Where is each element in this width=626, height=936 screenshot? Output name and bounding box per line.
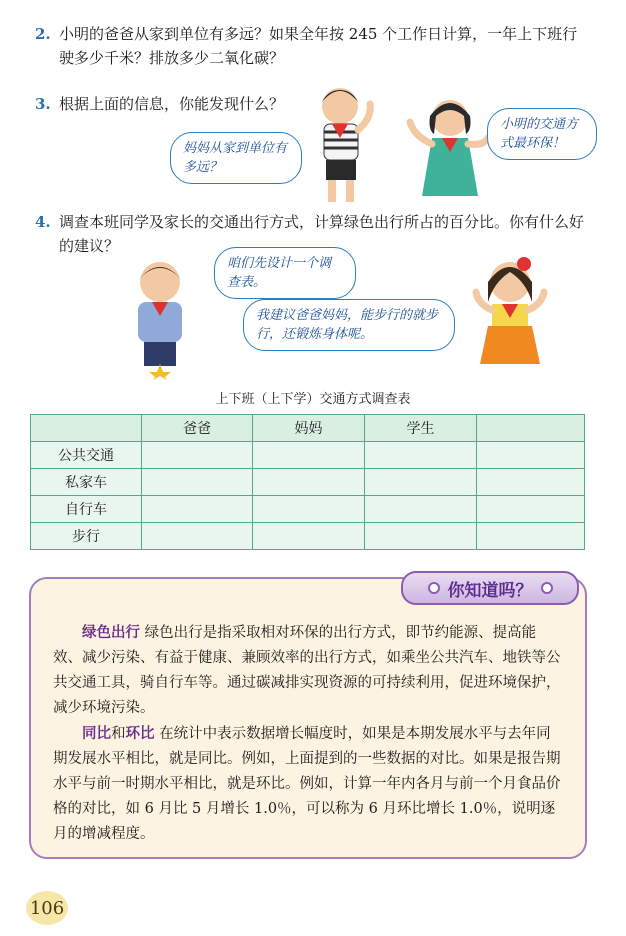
speech-bubble-suggestion: 我建议爸爸妈妈，能步行的就步行，还锻炼身体呢。 xyxy=(243,299,455,351)
page-number: 106 xyxy=(26,891,68,925)
row-label: 私家车 xyxy=(31,469,142,496)
table-cell xyxy=(477,469,585,496)
table-cell xyxy=(253,442,365,469)
header-cell: 爸爸 xyxy=(142,415,253,442)
header-cell: 妈妈 xyxy=(253,415,365,442)
row-label: 公共交通 xyxy=(31,442,142,469)
circle-icon xyxy=(428,582,440,594)
table-cell xyxy=(365,496,477,523)
did-you-know-box xyxy=(29,577,587,859)
table-cell xyxy=(477,523,585,550)
speech-bubble-distance: 妈妈从家到单位有多远？ xyxy=(170,132,302,184)
speech-bubble-eco: 小明的交通方式最环保！ xyxy=(487,108,597,160)
header-cell: 学生 xyxy=(365,415,477,442)
term-year-on-year: 同比 xyxy=(82,726,111,742)
table-cell xyxy=(365,442,477,469)
term-month-on-month: 环比 xyxy=(125,726,155,742)
header-cell xyxy=(477,415,585,442)
table-cell xyxy=(142,496,253,523)
paragraph-text: 绿色出行是指采取相对环保的出行方式，即节约能源、提高能效、减少污染、有益于健康、兼顾效率的出行方式，如乘坐公共汽车、地铁等公共交通工具，骑自行车等。通过碳减排实现资源的可持续利用，促进环境保护，减少环境污染。 xyxy=(53,625,561,716)
circle-icon xyxy=(541,582,553,594)
row-label: 步行 xyxy=(31,523,142,550)
table-cell xyxy=(477,442,585,469)
table-caption: 上下班（上下学）交通方式调查表 xyxy=(215,392,411,407)
question-text: 根据上面的信息，你能发现什么？ xyxy=(59,95,285,113)
table-row xyxy=(31,523,585,550)
survey-table xyxy=(30,414,585,550)
did-you-know-tag xyxy=(401,571,579,605)
table-cell xyxy=(142,442,253,469)
table-cell xyxy=(253,523,365,550)
green-travel-paragraph xyxy=(53,621,565,721)
question-text: 小明的爸爸从家到单位有多远？如果全年按 245 个工作日计算，一年上下班行驶多少千米？排放多少二氧化碳？ xyxy=(59,25,578,67)
question-number: 3. xyxy=(35,95,51,113)
question-4 xyxy=(35,210,585,255)
table-cell xyxy=(365,469,477,496)
table-cell xyxy=(477,496,585,523)
boy-illustration xyxy=(300,78,390,206)
question-text: 调查本班同学及家长的交通出行方式，计算绿色出行所占的百分比。你有什么好的建议？ xyxy=(59,213,585,255)
header-cell xyxy=(31,415,142,442)
table-cell xyxy=(365,523,477,550)
question-2 xyxy=(35,22,578,67)
table-header-row xyxy=(31,415,585,442)
table-cell xyxy=(253,469,365,496)
speech-bubble-survey: 咱们先设计一个调查表。 xyxy=(214,247,356,299)
question-3 xyxy=(35,92,285,116)
boy-illustration xyxy=(120,256,200,380)
table-cell xyxy=(142,469,253,496)
table-cell xyxy=(253,496,365,523)
paragraph-text: 在统计中表示数据增长幅度时，如果是本期发展水平与去年同期发展水平相比，就是同比。例如，上面提到的一些数据的对比。如果是报告期水平与前一时期水平相比，就是环比。例如，计算一年内各月与前一个月食品价格的对比，如 6 月比 5 月增长 1.0％，可以称为 6 月环比增长 1.0％，说明逐月的增减程度。 xyxy=(53,726,561,842)
table-row xyxy=(31,442,585,469)
girl-illustration xyxy=(470,252,550,380)
table-cell xyxy=(142,523,253,550)
table-row xyxy=(31,469,585,496)
question-number: 2. xyxy=(35,25,51,43)
yoy-mom-paragraph xyxy=(53,722,565,847)
row-label: 自行车 xyxy=(31,496,142,523)
table-row xyxy=(31,496,585,523)
did-you-know-label: 你知道吗？ xyxy=(447,580,533,601)
term-green-travel: 绿色出行 xyxy=(82,625,140,641)
question-number: 4. xyxy=(35,213,51,231)
conjunction: 和 xyxy=(111,726,126,742)
